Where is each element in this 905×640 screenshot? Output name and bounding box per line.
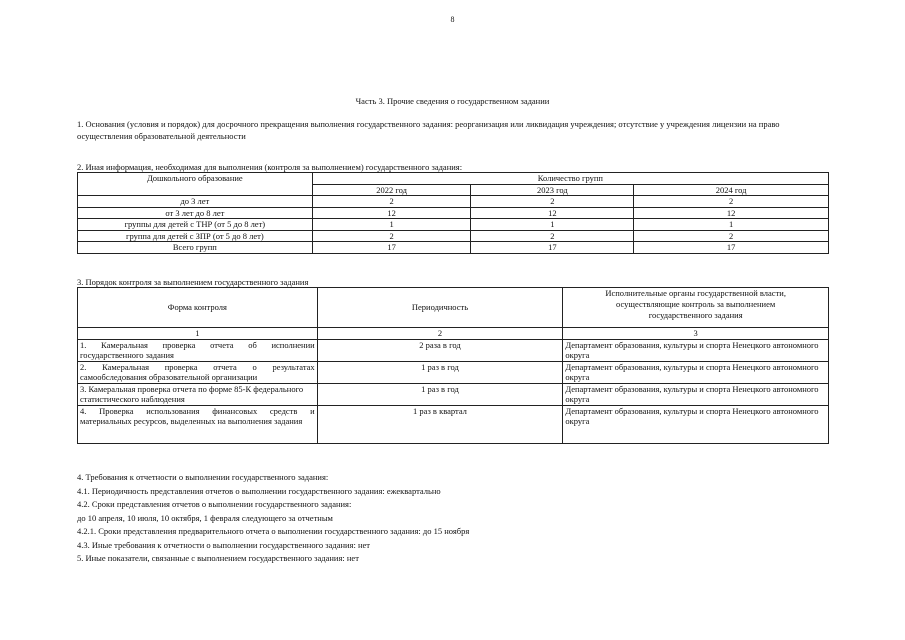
cell-value: 2 [312, 230, 471, 242]
year-header: 2023 год [471, 184, 634, 196]
control-heading: 3. Порядок контроля за выполнением государственного задания [77, 277, 309, 287]
groups-table-header-education: Дошкольного образование [78, 173, 313, 196]
control-form: 3. Камеральная проверка отчета по форме 85-К федерального статистического наблюдения [78, 383, 318, 405]
cell-value: 12 [312, 207, 471, 219]
control-period: 1 раз в год [317, 383, 563, 405]
cell-value: 2 [312, 196, 471, 208]
cell-value: 12 [471, 207, 634, 219]
table-row [78, 207, 829, 219]
cell-value: 17 [471, 242, 634, 254]
control-period: 2 раза в год [317, 339, 563, 361]
table-row [78, 361, 829, 383]
cell-value: 2 [634, 196, 829, 208]
section-title: Часть 3. Прочие сведения о государственном задании [355, 96, 550, 106]
cell-value: 2 [471, 230, 634, 242]
cell-value: 2 [471, 196, 634, 208]
cell-value: 1 [312, 219, 471, 231]
reporting-requirements [77, 471, 469, 566]
table-row [78, 219, 829, 231]
control-form: 1. Камеральная проверка отчета об исполнении государственного задания [78, 339, 318, 361]
termination-grounds: 1. Основания (условия и порядок) для досрочного прекращения выполнения государственного задания: реорганизация или ликвидация учреждения; отсутствие у учреждения лицензии на право осуществления образовательной деятельности [77, 119, 780, 141]
table-row [78, 242, 829, 254]
control-period: 1 раз в квартал [317, 405, 563, 443]
requirement-line: 4.1. Периодичность представления отчетов о выполнении государственного задания: ежеквартально [77, 485, 441, 496]
table-row [78, 230, 829, 242]
control-period: 1 раз в год [317, 361, 563, 383]
row-label: группа для детей с ЗПР (от 5 до 8 лет) [78, 230, 313, 242]
control-authority: Департамент образования, культуры и спорта Ненецкого автономного округа [563, 405, 829, 443]
header-form: Форма контроля [78, 288, 318, 328]
requirement-line: до 10 апреля, 10 июля, 10 октября, 1 февраля следующего за отчетным [77, 512, 333, 523]
cell-value: 1 [634, 219, 829, 231]
row-label: до 3 лет [78, 196, 313, 208]
other-info-heading: 2. Иная информация, необходимая для выполнения (контроля за выполнением) государственного задания: [77, 162, 463, 172]
table-row [78, 405, 829, 443]
control-authority: Департамент образования, культуры и спорта Ненецкого автономного округа [563, 361, 829, 383]
table-row [78, 383, 829, 405]
header-period: Периодичность [317, 288, 563, 328]
table-row [78, 339, 829, 361]
requirement-line: 4.2. Сроки представления отчетов о выполнении государственного задания: [77, 499, 352, 509]
requirement-line: 4.3. Иные требования к отчетности о выполнении государственного задания: нет [77, 539, 370, 550]
year-header: 2024 год [634, 184, 829, 196]
control-form: 4. Проверка использования финансовых средств и материальных ресурсов, выделенных на выполнения задания [78, 405, 318, 443]
row-label: Всего групп [78, 242, 313, 254]
requirement-line: 4. Требования к отчетности о выполнении государственного задания: [77, 472, 329, 482]
column-number: 3 [563, 328, 829, 340]
table-row [78, 196, 829, 208]
control-table [77, 287, 829, 444]
header-authority: Исполнительные органы государственной власти, осуществляющие контроль за выполнением государственного задания [563, 288, 829, 328]
year-header: 2022 год [312, 184, 471, 196]
column-number: 2 [317, 328, 563, 340]
row-label: от 3 лет до 8 лет [78, 207, 313, 219]
control-authority: Департамент образования, культуры и спорта Ненецкого автономного округа [563, 339, 829, 361]
groups-table-header-count: Количество групп [312, 173, 828, 185]
control-form: 2. Камеральная проверка отчета о результатах самообследования образовательной организации [78, 361, 318, 383]
cell-value: 12 [634, 207, 829, 219]
cell-value: 17 [312, 242, 471, 254]
requirement-line: 4.2.1. Сроки представления предварительного отчета о выполнении государственного задания: до 15 ноября [77, 526, 470, 536]
row-label: группы для детей с ТНР (от 5 до 8 лет) [78, 219, 313, 231]
groups-table [77, 172, 829, 254]
control-authority: Департамент образования, культуры и спорта Ненецкого автономного округа [563, 383, 829, 405]
cell-value: 17 [634, 242, 829, 254]
cell-value: 2 [634, 230, 829, 242]
column-number: 1 [78, 328, 318, 340]
requirement-line: 5. Иные показатели, связанные с выполнением государственного задания: нет [77, 553, 359, 563]
cell-value: 1 [471, 219, 634, 231]
page-number: 8 [450, 15, 455, 24]
